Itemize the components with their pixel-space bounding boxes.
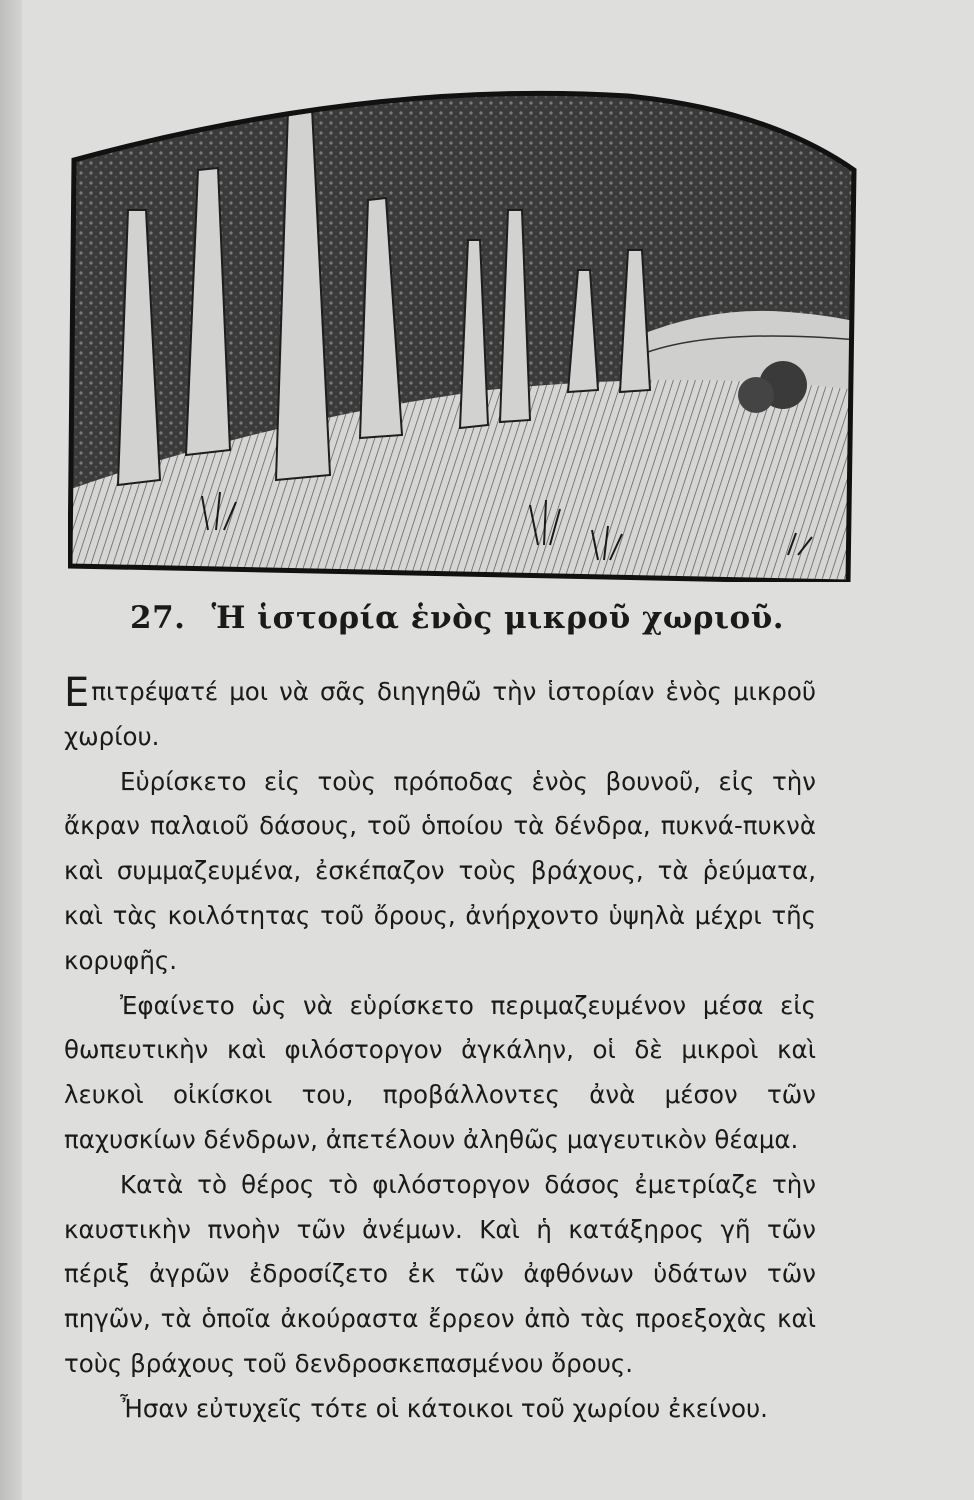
chapter-number: 27. <box>130 600 186 636</box>
paragraph <box>64 1163 816 1387</box>
chapter-title: Ἡ ἱστορία ἑνὸς μικροῦ χωριοῦ. <box>211 600 785 636</box>
paragraph-text: Εὑρίσκετο εἰς τοὺς πρόποδας ἑνὸς βουνοῦ, εἰς τὴν ἄκραν παλαιοῦ δάσους, τοῦ ὁποίου τὰ δένδρα, πυκνά-πυκνὰ καὶ συμμαζευμένα, ἐσκέπαζον τοὺς βράχους, τὰ ῥεύματα, καὶ τὰς κοιλότητας τοῦ ὄρους, ἀνήρχοντο ὑψηλὰ μέχρι τῆς κορυφῆς. <box>64 766 816 975</box>
paragraph <box>64 670 816 760</box>
paragraph-text: Ἦσαν εὐτυχεῖς τότε οἱ κάτοικοι τοῦ χωρίου ἐκείνου. <box>120 1393 768 1423</box>
drop-cap: Ε <box>64 670 90 716</box>
forest-illustration <box>68 90 858 582</box>
paragraph-text: πιτρέψατέ μοι νὰ σᾶς διηγηθῶ τὴν ἱστορίαν ἑνὸς μικροῦ χωρίου. <box>64 677 816 751</box>
paragraph <box>64 760 816 984</box>
page-binding-edge <box>0 0 22 1500</box>
paragraph-text: Ἐφαίνετο ὡς νὰ εὑρίσκετο περιμαζευμένον μέσα εἰς θωπευτικὴν καὶ φιλόστοργον ἀγκάλην, οἱ δὲ μικροὶ καὶ λευκοὶ οἰκίσκοι του, προβάλλοντες ἀνὰ μέσον τῶν παχυσκίων δένδρων, ἀπετέλουν ἀληθῶς μαγευτικὸν θέαμα. <box>64 990 816 1154</box>
chapter-body <box>64 670 816 1432</box>
chapter-heading <box>130 600 830 650</box>
paragraph <box>64 984 816 1163</box>
paragraph-text: Κατὰ τὸ θέρος τὸ φιλόστοργον δάσος ἐμετρίαζε τὴν καυστικὴν πνοὴν τῶν ἀνέμων. Καὶ ἡ κατάξηρος γῆ τῶν πέριξ ἀγρῶν ἐδροσίζετο ἐκ τῶν ἀφθόνων ὑδάτων τῶν πηγῶν, τὰ ὁποῖα ἀκούραστα ἔρρεον ἀπὸ τὰς προεξοχὰς καὶ τοὺς βράχους τοῦ δενδροσκεπασμένου ὄρους. <box>64 1169 816 1378</box>
paragraph <box>64 1387 816 1432</box>
